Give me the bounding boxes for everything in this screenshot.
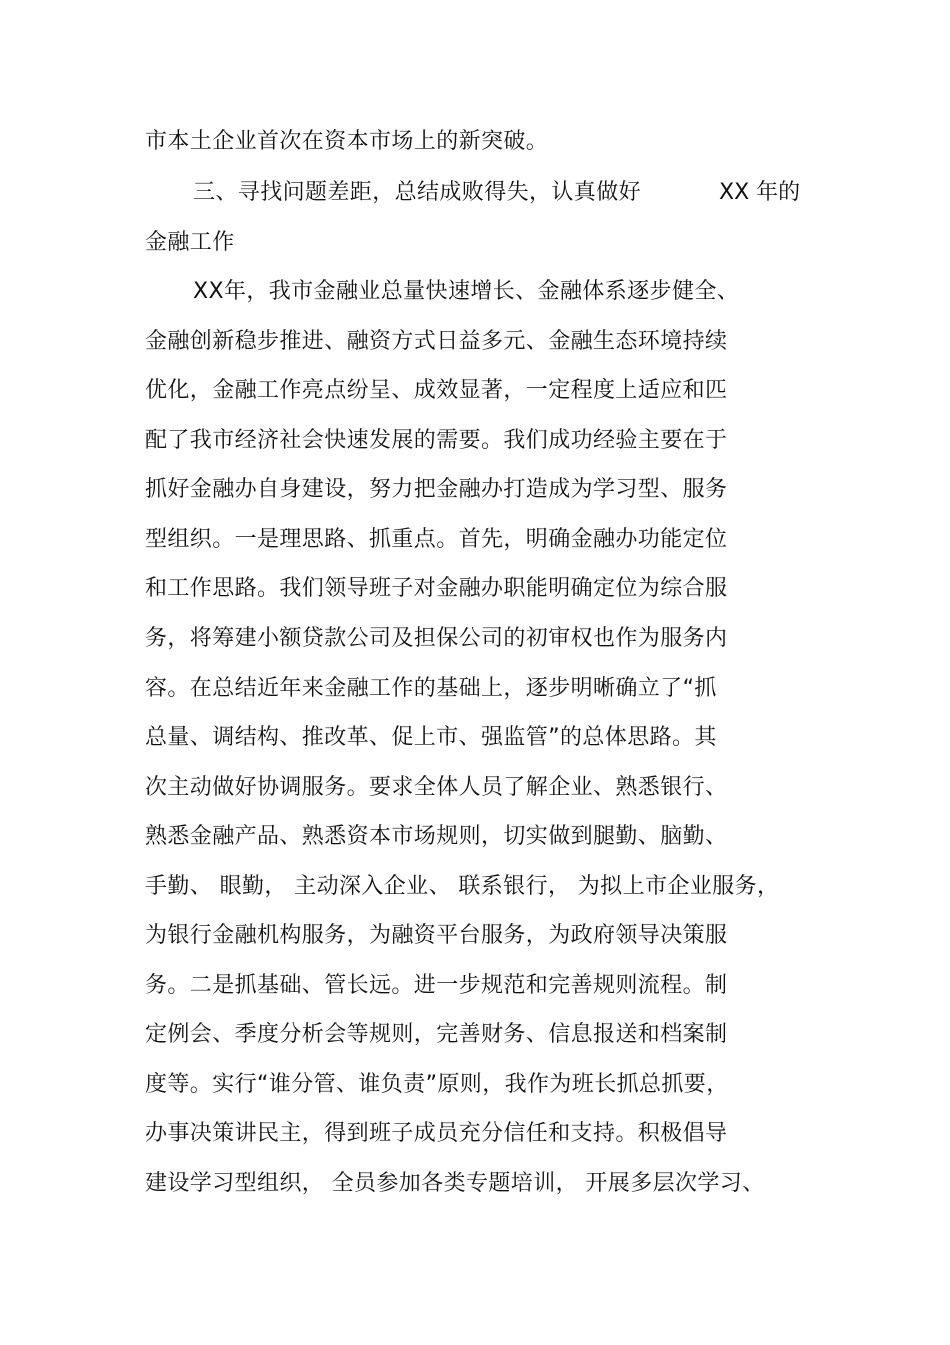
text-line: 抓好金融办自身建设，努力把金融办打造成为学习型、服务 (145, 477, 728, 502)
text-line: 和工作思路。我们领导班子对金融办职能明确定位为综合服 (145, 576, 728, 601)
paragraph-start: XX年，我市金融业总量快速增长、金融体系逐步健全、 (193, 279, 740, 304)
text-line: 度等。实行“谁分管、谁负责”原则，我作为班长抓总抓要， (145, 1072, 729, 1097)
section-heading: 三、寻找问题差距，总结成败得失，认真做好 (193, 180, 642, 205)
text-line: 定例会、季度分析会等规则，完善财务、信息报送和档案制 (145, 1022, 728, 1047)
text-line: 为银行金融机构服务，为融资平台服务，为政府领导决策服 (145, 923, 728, 948)
text-line: 手勤、 眼勤， 主动深入企业、 联系银行， 为拟上市企业服务， (145, 874, 780, 899)
text-line: 熟悉金融产品、熟悉资本市场规则，切实做到腿勤、脑勤、 (145, 824, 728, 849)
text-line: 优化，金融工作亮点纷呈、成效显著，一定程度上适应和匹 (145, 378, 728, 403)
text-line: 办事决策讲民主，得到班子成员充分信任和支持。积极倡导 (145, 1121, 728, 1146)
text-line: 次主动做好协调服务。要求全体人员了解企业、熟悉银行、 (145, 775, 728, 800)
text-line: 务。二是抓基础、管长远。进一步规范和完善规则流程。制 (145, 973, 728, 998)
text-line: 型组织。一是理思路、抓重点。首先，明确金融办功能定位 (145, 527, 728, 552)
text-line: 建设学习型组织， 全员参加各类专题培训， 开展多层次学习、 (145, 1171, 765, 1196)
text-line: 配了我市经济社会快速发展的需要。我们成功经验主要在于 (145, 428, 728, 453)
text-line: 务，将筹建小额贷款公司及担保公司的初审权也作为服务内 (145, 626, 728, 651)
text-line: 市本土企业首次在资本市场上的新突破。 (145, 129, 549, 154)
text-line: 容。在总结近年来金融工作的基础上，逐步明晰确立了“抓 (145, 676, 717, 701)
section-heading-year: XX 年的 (719, 180, 801, 205)
text-line: 总量、调结构、推改革、促上市、强监管”的总体思路。其 (145, 725, 717, 750)
text-line: 金融创新稳步推进、融资方式日益多元、金融生态环境持续 (145, 329, 728, 354)
section-heading-continued: 金融工作 (145, 230, 235, 255)
